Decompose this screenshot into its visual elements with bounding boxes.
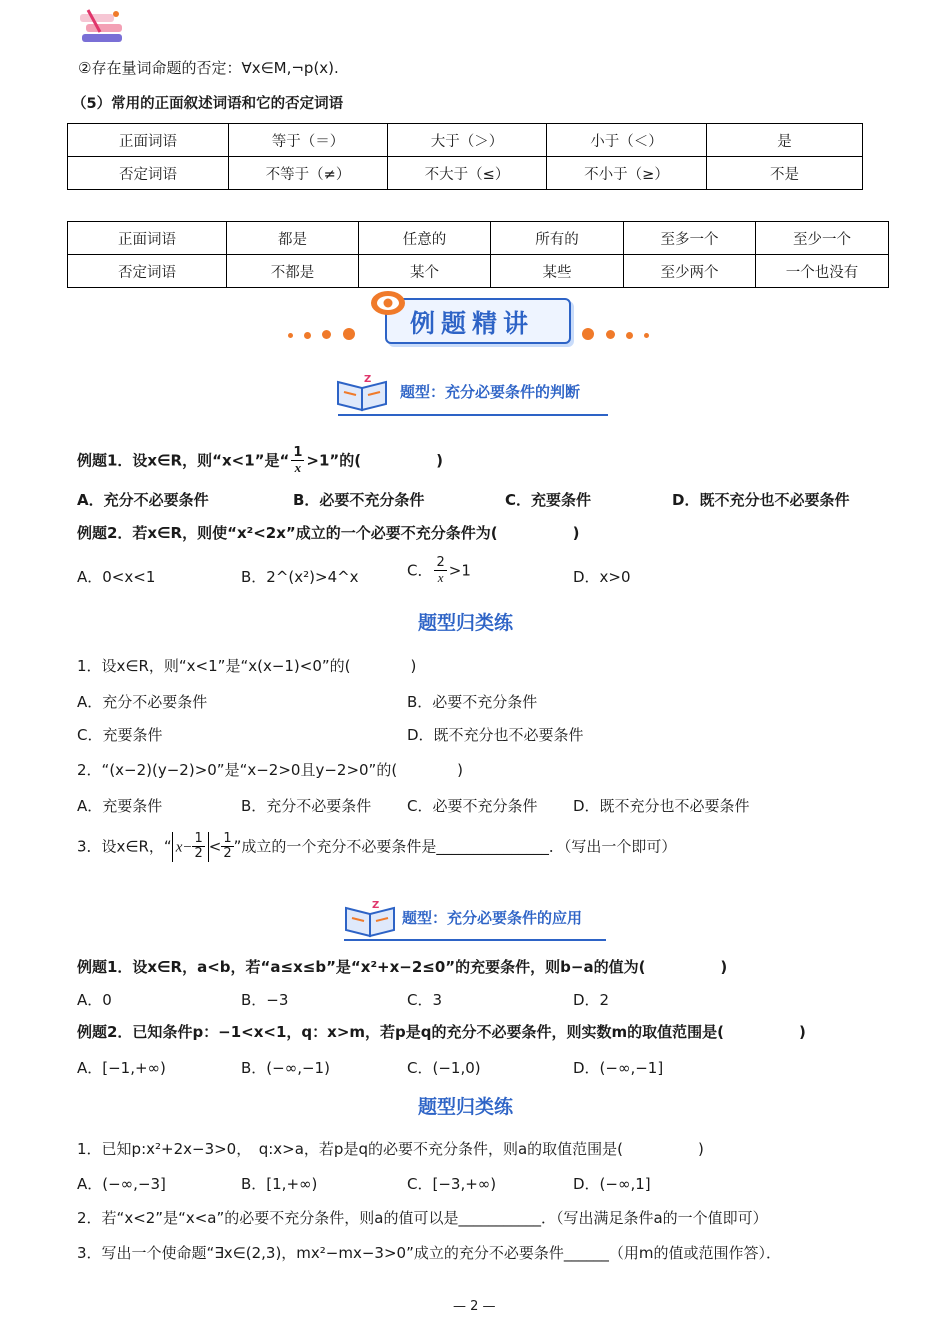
banner-title: 例题精讲	[410, 309, 535, 338]
table-row	[68, 255, 889, 288]
table-cell: 否定词语	[68, 255, 227, 288]
example-2-option-d[interactable]: D．x>0	[573, 568, 631, 586]
decor-dot	[343, 328, 355, 340]
decor-dot	[288, 333, 293, 338]
svg-text:Z: Z	[372, 900, 380, 911]
example-4-option-a[interactable]: A．[−1,+∞)	[77, 1059, 166, 1077]
words-table-2	[67, 221, 889, 288]
practice-2-question: 2．“(x−2)(y−2)>0”是“x−2>0且y−2>0”的( )	[77, 761, 464, 779]
table-cell: 不小于（≥）	[547, 157, 707, 190]
subhead-judgment: 题型：充分必要条件的判断	[400, 383, 581, 401]
table-cell: 不大于（≤）	[388, 157, 547, 190]
example-2-option-a[interactable]: A．0<x<1	[77, 568, 156, 586]
example-3-option-d[interactable]: D．2	[573, 991, 610, 1009]
decor-dot	[626, 332, 633, 339]
existential-negation-line: ②存在量词命题的否定：∀x∈M,¬p(x).	[78, 59, 339, 77]
table-row	[68, 222, 889, 255]
practice-1-option-a[interactable]: A．充分不必要条件	[77, 693, 208, 711]
table-row	[68, 157, 863, 190]
example-2-question: 例题2．若x∈R，则使“x²<2x”成立的一个必要不充分条件为( )	[77, 524, 580, 542]
practice-2-option-a[interactable]: A．充要条件	[77, 797, 163, 815]
example-3-question: 例题1．设x∈R，a<b，若“a≤x≤b”是“x²+x−2≤0”的充要条件，则b−a的值为( )	[77, 958, 728, 976]
table-cell: 任意的	[359, 222, 491, 255]
practice-4-option-a[interactable]: A．(−∞,−3]	[77, 1175, 166, 1193]
practice-1-option-b[interactable]: B．必要不充分条件	[407, 693, 538, 711]
table-cell: 某些	[491, 255, 624, 288]
decor-dot	[322, 330, 331, 339]
example-1-question: 例题1．设x∈R，则“x<1”是“ $\frac{1}{x}$ >1”的( )	[77, 445, 443, 476]
table-cell: 不是	[707, 157, 863, 190]
eye-icon	[368, 288, 408, 318]
example-4-option-d[interactable]: D．(−∞,−1]	[573, 1059, 664, 1077]
practice-1-question: 1．设x∈R，则“x<1”是“x(x−1)<0”的( )	[77, 657, 417, 675]
table-row	[68, 124, 863, 157]
practice-3-question: 3．设x∈R，“ x− $\frac{1}{2}$ < $\frac{1}{2}$ ”成立的一个充分不必要条件是_______________．（写出一个即可）	[77, 831, 677, 862]
example-3-option-c[interactable]: C．3	[407, 991, 443, 1009]
table-cell: 大于（＞）	[388, 124, 547, 157]
example-4-option-c[interactable]: C．(−1,0)	[407, 1059, 481, 1077]
example-2-option-b[interactable]: B．2^(x²)>4^x	[241, 568, 359, 586]
example-2-option-c[interactable]: C． $\frac{2}{x}$ >1	[407, 555, 471, 586]
example-3-option-a[interactable]: A．0	[77, 991, 112, 1009]
decor-dot	[304, 332, 311, 339]
table-cell: 不都是	[227, 255, 359, 288]
table-cell: 等于（＝）	[229, 124, 388, 157]
practice-1-option-d[interactable]: D．既不充分也不必要条件	[407, 726, 584, 744]
decor-dot	[582, 328, 594, 340]
words-table-1	[67, 123, 863, 190]
table-cell: 是	[707, 124, 863, 157]
practice-6-question: 3．写出一个使命题“∃x∈(2,3)，mx²−mx−3>0”成立的充分不必要条件______（用m的值或范围作答）．	[77, 1244, 781, 1262]
page-number: — 2 —	[453, 1299, 496, 1314]
table-cell: 所有的	[491, 222, 624, 255]
example-4-question: 例题2．已知条件p：−1<x<1，q：x>m，若p是q的充分不必要条件，则实数m的取值范围是( )	[77, 1023, 806, 1041]
practice-1-option-c[interactable]: C．充要条件	[77, 726, 163, 744]
decor-dot	[644, 333, 649, 338]
practice-4-option-c[interactable]: C．[−3,+∞)	[407, 1175, 497, 1193]
table-cell: 至多一个	[624, 222, 756, 255]
open-book-icon	[342, 896, 400, 938]
subhead-application: 题型：充分必要条件的应用	[402, 909, 583, 927]
example-1-option-a[interactable]: A．充分不必要条件	[77, 491, 209, 509]
example-1-option-d[interactable]: D．既不充分也不必要条件	[672, 491, 850, 509]
table-cell: 至少两个	[624, 255, 756, 288]
practice-2-option-d[interactable]: D．既不充分也不必要条件	[573, 797, 750, 815]
section5-title: （5）常用的正面叙述词语和它的否定词语	[72, 96, 344, 112]
practice-title-2: 题型归类练	[418, 1096, 514, 1118]
practice-4-question: 1．已知p:x²+2x−3>0， q:x>a，若p是q的必要不充分条件，则a的取值范围是( )	[77, 1140, 704, 1158]
practice-title-1: 题型归类练	[418, 612, 514, 634]
books-logo-icon	[78, 6, 130, 50]
svg-text:Z: Z	[364, 374, 372, 385]
table-cell: 小于（＜）	[547, 124, 707, 157]
practice-4-option-b[interactable]: B．[1,+∞)	[241, 1175, 318, 1193]
table-cell: 一个也没有	[756, 255, 889, 288]
table-cell: 不等于（≠）	[229, 157, 388, 190]
example-1-option-b[interactable]: B．必要不充分条件	[293, 491, 425, 509]
example-3-option-b[interactable]: B．−3	[241, 991, 289, 1009]
table-cell: 都是	[227, 222, 359, 255]
table-cell: 某个	[359, 255, 491, 288]
practice-5-question: 2．若“x<2”是“x<a”的必要不充分条件，则a的值可以是___________．（写出满足条件a的一个值即可）	[77, 1209, 768, 1227]
example-4-option-b[interactable]: B．(−∞,−1)	[241, 1059, 330, 1077]
table-cell: 正面词语	[68, 222, 227, 255]
open-book-icon	[334, 370, 392, 412]
table-cell: 否定词语	[68, 157, 229, 190]
practice-2-option-c[interactable]: C．必要不充分条件	[407, 797, 538, 815]
decor-dot	[606, 330, 615, 339]
practice-4-option-d[interactable]: D．(−∞,1]	[573, 1175, 651, 1193]
subhead-underline	[344, 939, 606, 941]
table-cell: 正面词语	[68, 124, 229, 157]
subhead-underline	[338, 414, 608, 416]
practice-2-option-b[interactable]: B．充分不必要条件	[241, 797, 372, 815]
table-cell: 至少一个	[756, 222, 889, 255]
example-1-option-c[interactable]: C．充要条件	[505, 491, 592, 509]
